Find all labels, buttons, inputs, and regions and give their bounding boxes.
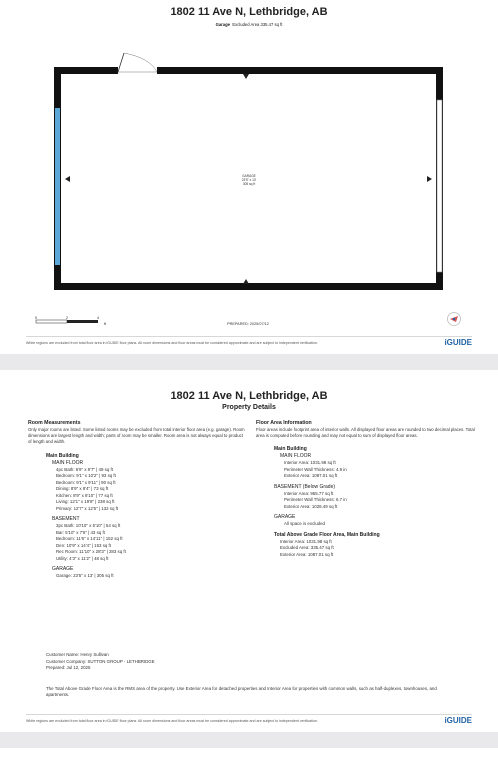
basement-label: BASEMENT [52, 516, 80, 523]
garage-areas [274, 521, 476, 528]
room-measurements-intro: Only major rooms are listed. Some listed rooms may be excluded from total interior floor area (e.g. garage). Room dimensions are largest length and width; parts of room may be smaller. Room area is not always equal to product of length and width. [28, 427, 245, 445]
footer-note: White regions are excluded from total floor area in iGUIDE floor plans. All room dimensions and floor areas must be considered approximate and are subject to independent verification. [26, 719, 319, 723]
scale-bar-seg2 [67, 320, 98, 323]
arrow-bottom [243, 279, 249, 284]
plan-room-dims: 23'5" x 13' [241, 178, 257, 182]
list-item: Exterior Area: 1028.49 sq ft [284, 503, 338, 509]
overhead-door-right [437, 100, 442, 272]
iguide-logo: iGUIDE [444, 716, 472, 725]
main-floor-areas [274, 460, 476, 480]
list-item: Exterior Area: 1087.01 sq ft [280, 551, 334, 557]
wall-bottom [54, 283, 443, 290]
main-floor-label: MAIN FLOOR [52, 459, 84, 466]
prepared-date: Prepared: Jul 12, 2025 [46, 665, 91, 670]
door-opening [118, 67, 157, 74]
basement-label: BASEMENT (Below Grade) [274, 483, 336, 490]
arrow-right [427, 176, 432, 182]
list-item: Dining: 8'9" x 8'4" | 73 sq ft [56, 486, 109, 492]
basement-rooms [52, 523, 246, 562]
wall-top-right [157, 67, 443, 74]
prepared-date: PREPARED: 2025/07/12 [227, 322, 269, 326]
scale-label-0: 0 [35, 316, 37, 320]
list-item: Den: 10'9" x 14'4" | 153 sq ft [56, 542, 111, 548]
wall-top-left [54, 67, 118, 74]
list-item: Utility: 4'3" x 11'2" | 48 sq ft [56, 555, 109, 561]
next-page [0, 748, 498, 768]
property-details-page [0, 370, 498, 732]
building-name: Main Building [274, 446, 307, 453]
floor-area-heading: Floor Area Information [256, 420, 312, 426]
excluded-note: Excluded Area 335.47 sq ft [232, 22, 283, 27]
list-item: Interior Area: 1031.98 sq ft [280, 538, 332, 544]
building-name: Main Building [46, 452, 79, 459]
main-floor-rooms [52, 467, 246, 513]
list-item: Excluded Area: 335.47 sq ft [280, 545, 334, 551]
list-item: All space is excluded [284, 521, 326, 527]
page-title: 1802 11 Ave N, Lethbridge, AB [170, 6, 328, 18]
plan-room-name: GARAGE [242, 174, 256, 178]
list-item: Interior Area: 1031.98 sq ft [284, 460, 336, 466]
total-areas [274, 539, 476, 559]
list-item: Living: 12'1" x 19'8" | 238 sq ft [56, 499, 115, 505]
garage-rooms [52, 573, 246, 580]
page-footer [26, 336, 472, 348]
page-subtitle: Property Details [222, 404, 276, 411]
list-item: 3pc Bath: 10'10" x 5'10" | 54 sq ft [56, 523, 121, 529]
list-item: Perimeter Wall Thickness: 4.9 in [284, 466, 347, 472]
basement-areas [274, 491, 476, 511]
scale-unit: ft [104, 322, 106, 326]
list-item: Bedroom: 9'1" x 10'2" | 93 sq ft [56, 473, 116, 479]
plan-room-area: 305 sq ft [242, 182, 256, 186]
rms-note: The Total Above Grade Floor Area is the RMS area of the property. Use Exterior Area for detached properties and Interior Area for properties with common walls, such as half-duplexes, townhouses, and apartments. [46, 686, 437, 698]
room-measurements [28, 420, 246, 580]
arrow-top [243, 74, 249, 79]
page-title: 1802 11 Ave N, Lethbridge, AB [170, 390, 328, 402]
footer-note: White regions are excluded from total floor area in iGUIDE floor plans. All room dimensions and floor areas must be considered approximate and are subject to independent verification. [26, 341, 319, 345]
garage-label: GARAGE [274, 514, 296, 521]
list-item: Garage: 23'5" x 13' | 305 sq ft [56, 573, 114, 579]
customer-info [46, 652, 446, 672]
room-label: Garage [215, 22, 231, 27]
garage-floor-plan [0, 0, 498, 340]
list-item: Rec Room: 11'10" x 28'3" | 283 sq ft [56, 549, 126, 555]
list-item: Bedroom: 9'1" x 9'11" | 90 sq ft [56, 479, 116, 485]
list-item: Primary: 12'7" x 12'5" | 132 sq ft [56, 505, 119, 511]
list-item: Exterior Area: 1087.01 sq ft [284, 473, 338, 479]
arrow-left [65, 176, 70, 182]
scale-label-4: 4 [97, 316, 99, 320]
list-item: Interior Area: 955.77 sq ft [284, 490, 334, 496]
garage-label: GARAGE [52, 566, 74, 573]
floor-plan-page [0, 0, 498, 354]
floor-area-intro: Floor areas include footprint area of interior walls. All displayed floor areas are rounded to two decimal places. Total area is computed before rounding and may not equal to sum of displayed floor areas. [256, 427, 475, 439]
total-heading: Total Above Grade Floor Area, Main Building [274, 531, 380, 538]
room-measurements-heading: Room Measurements [28, 420, 81, 426]
scale-label-2: 2 [66, 316, 68, 320]
iguide-logo: iGUIDE [444, 338, 472, 347]
list-item: 4pc Bath: 6'9" x 8'7" | 49 sq ft [56, 466, 113, 472]
floor-area-information [256, 420, 476, 558]
main-floor-label: MAIN FLOOR [280, 453, 312, 460]
list-item: Kitchen: 8'9" x 8'10" | 77 sq ft [56, 492, 113, 498]
list-item: Bar: 5'10" x 7'5" | 43 sq ft [56, 529, 105, 535]
blue-door-left [55, 108, 60, 265]
list-item: Bedroom: 11'6" x 14'11" | 152 sq ft [56, 536, 123, 542]
page-footer [26, 714, 472, 726]
scale-bar-seg1 [36, 320, 67, 323]
customer-company: Customer Company: SUTTON GROUP - LETHBRIDGE [46, 658, 155, 664]
list-item: Perimeter Wall Thickness: 6.7 in [284, 497, 347, 503]
customer-name: Customer Name: Henry Sullivan [46, 652, 109, 657]
